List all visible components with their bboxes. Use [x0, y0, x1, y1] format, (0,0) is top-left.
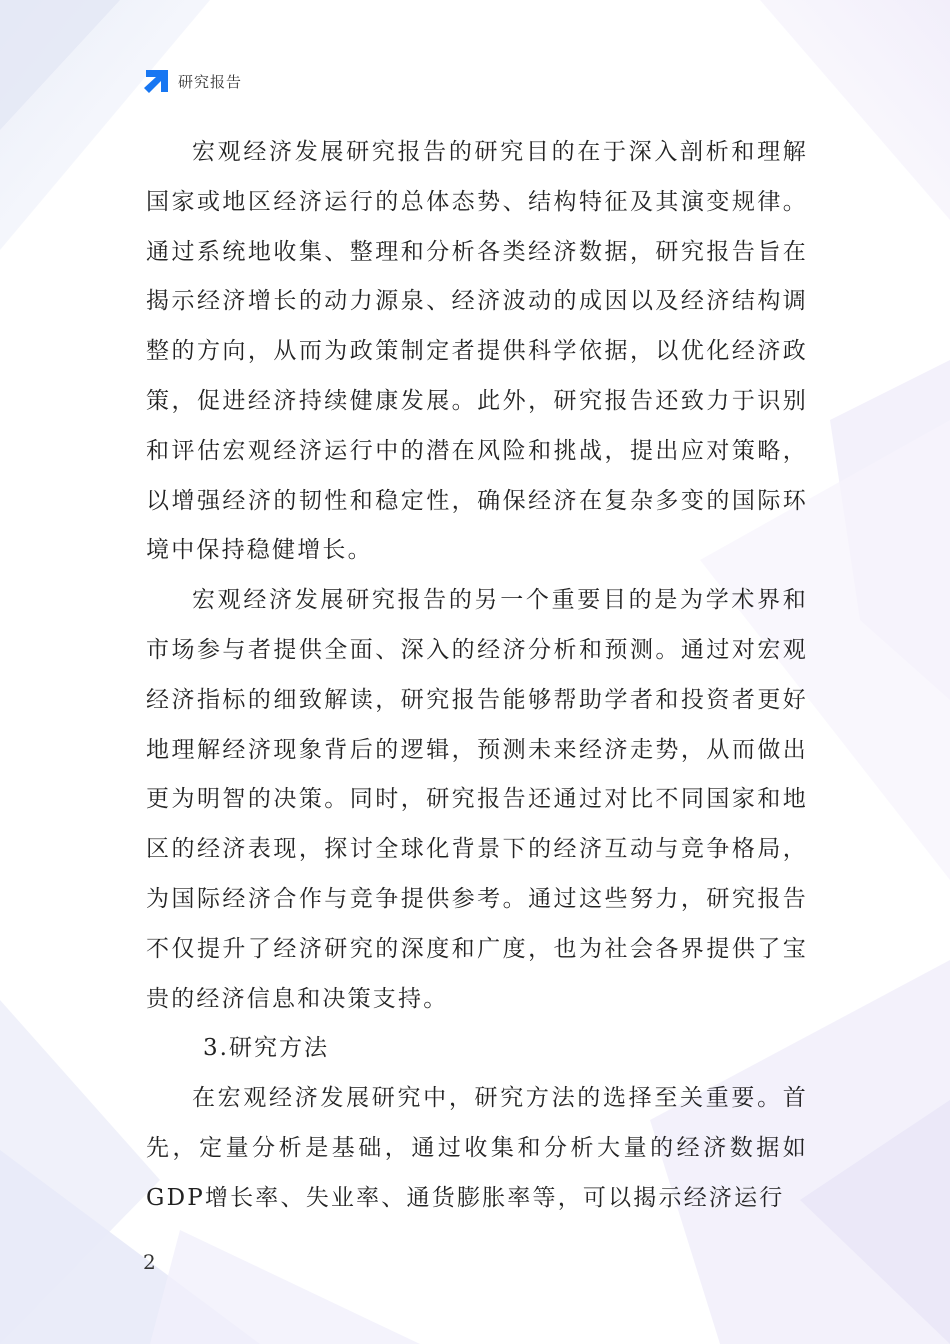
paragraph: 宏观经济发展研究报告的研究目的在于深入剖析和理解国家或地区经济运行的总体态势、结构特征及其演变规律。通过系统地收集、整理和分析各类经济数据，研究报告旨在揭示经济增长的动力源泉、经济波动的成因以及经济结构调整的方向，从而为政策制定者提供科学依据，以优化经济政策，促进经济持续健康发展。此外，研究报告还致力于识别和评估宏观经济运行中的潜在风险和挑战，提出应对策略，以增强经济的韧性和稳定性，确保经济在复杂多变的国际环境中保持稳健增长。	[146, 139, 808, 564]
section-heading: 3.研究方法	[203, 1035, 329, 1062]
paragraph: 宏观经济发展研究报告的另一个重要目的是为学术界和市场参与者提供全面、深入的经济分析和预测。通过对宏观经济指标的细致解读，研究报告能够帮助学者和投资者更好地理解经济现象背后的逻辑，预测未来经济走势，从而做出更为明智的决策。同时，研究报告还通过对比不同国家和地区的经济表现，探讨全球化背景下的经济互动与竞争格局，为国际经济合作与竞争提供参考。通过这些努力，研究报告不仅提升了经济研究的深度和广度，也为社会各界提供了宝贵的经济信息和决策支持。	[146, 587, 808, 1012]
header-title: 研究报告	[178, 72, 243, 91]
document-body	[146, 128, 808, 1224]
report-header	[142, 68, 242, 94]
arrow-up-right-icon	[142, 68, 170, 94]
page-number: 2	[143, 1250, 156, 1274]
paragraph: 在宏观经济发展研究中，研究方法的选择至关重要。首先，定量分析是基础，通过收集和分析大量的经济数据如GDP增长率、失业率、通货膨胀率等，可以揭示经济运行	[146, 1085, 808, 1211]
